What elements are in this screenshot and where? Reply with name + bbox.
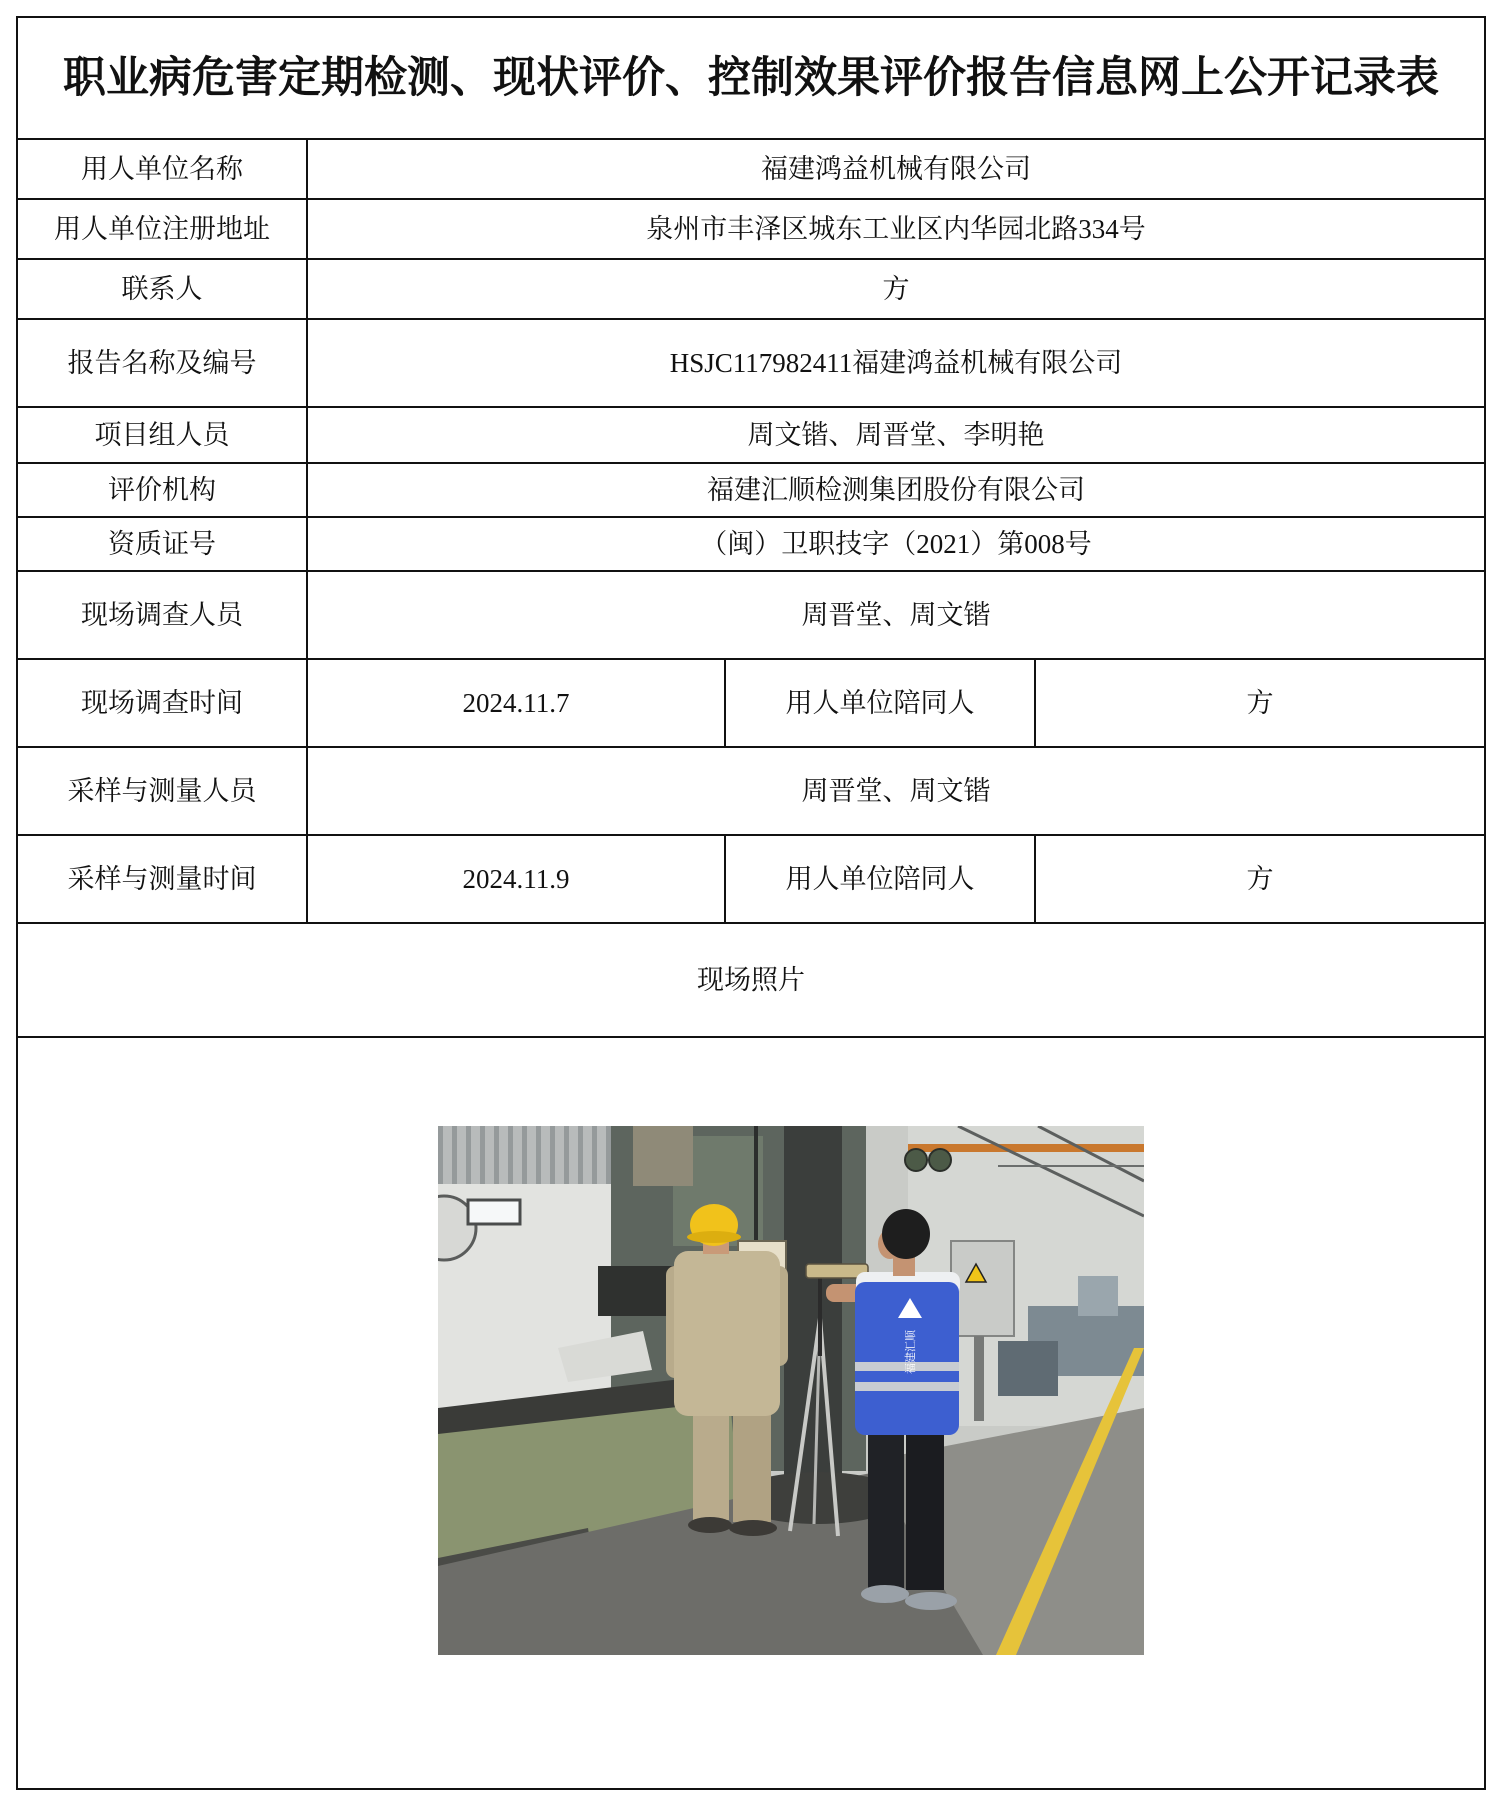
label-survey-escort: 用人单位陪同人: [726, 660, 1036, 748]
photo-signal-lamp-2: [929, 1149, 951, 1171]
value-qualification: （闽）卫职技字（2021）第008号: [308, 518, 1486, 572]
label-survey-time: 现场调查时间: [18, 660, 308, 748]
value-survey-escort: 方: [1036, 660, 1486, 748]
value-employer-name: 福建鸿益机械有限公司: [308, 140, 1486, 200]
label-employer-address: 用人单位注册地址: [18, 200, 308, 260]
photo-worker1-shoe-right: [729, 1520, 777, 1536]
value-sampling-escort: 方: [1036, 836, 1486, 924]
photo-worker2-hair: [882, 1209, 930, 1259]
photo-bg-machine-3: [1078, 1276, 1118, 1316]
value-team: 周文锴、周晋堂、李明艳: [308, 408, 1486, 464]
label-sampling-escort: 用人单位陪同人: [726, 836, 1036, 924]
photo-light-fixture: [468, 1200, 520, 1224]
value-contact: 方: [308, 260, 1486, 320]
photo-vest-logo-text: 福建汇顺: [904, 1330, 917, 1374]
value-report: HSJC117982411福建鸿益机械有限公司: [308, 320, 1486, 408]
photo-worker1-torso: [674, 1251, 780, 1416]
photo-machine-top-box: [633, 1126, 693, 1186]
value-survey-staff: 周晋堂、周文锴: [308, 572, 1486, 660]
label-agency: 评价机构: [18, 464, 308, 518]
label-report: 报告名称及编号: [18, 320, 308, 408]
label-sampling-staff: 采样与测量人员: [18, 748, 308, 836]
value-survey-time: 2024.11.7: [308, 660, 726, 748]
site-photo-drawing: [438, 1126, 1144, 1655]
photo-worker2-leg-right: [906, 1428, 944, 1590]
photo-worker2-shoe-left: [861, 1585, 909, 1603]
photo-worker2-shoe-right: [905, 1592, 957, 1610]
label-survey-staff: 现场调查人员: [18, 572, 308, 660]
photo-worker2-leg-left: [868, 1428, 904, 1588]
photo-hard-hat-brim: [687, 1231, 741, 1243]
value-sampling-time: 2024.11.9: [308, 836, 726, 924]
photo-electric-box: [951, 1241, 1014, 1336]
label-contact: 联系人: [18, 260, 308, 320]
photo-electric-box-pole: [974, 1336, 984, 1421]
label-photo-section: 现场照片: [18, 924, 1486, 1038]
label-qualification: 资质证号: [18, 518, 308, 572]
photo-vest-stripe-2: [855, 1382, 959, 1391]
label-team: 项目组人员: [18, 408, 308, 464]
photo-worker1-leg-left: [693, 1408, 729, 1520]
site-photo: [438, 1126, 1144, 1655]
photo-signal-lamp-1: [905, 1149, 927, 1171]
value-agency: 福建汇顺检测集团股份有限公司: [308, 464, 1486, 518]
photo-worker1-shoe-left: [688, 1517, 732, 1533]
record-table: [16, 16, 1486, 1790]
label-sampling-time: 采样与测量时间: [18, 836, 308, 924]
title-cell: [18, 18, 1486, 140]
label-employer-name: 用人单位名称: [18, 140, 308, 200]
photo-worker1-leg-right: [733, 1408, 771, 1522]
page-title: 职业病危害定期检测、现状评价、控制效果评价报告信息网上公开记录表: [63, 54, 1439, 102]
value-employer-address: 泉州市丰泽区城东工业区内华园北路334号: [308, 200, 1486, 260]
photo-bg-machine-2: [998, 1341, 1058, 1396]
value-sampling-staff: 周晋堂、周文锴: [308, 748, 1486, 836]
